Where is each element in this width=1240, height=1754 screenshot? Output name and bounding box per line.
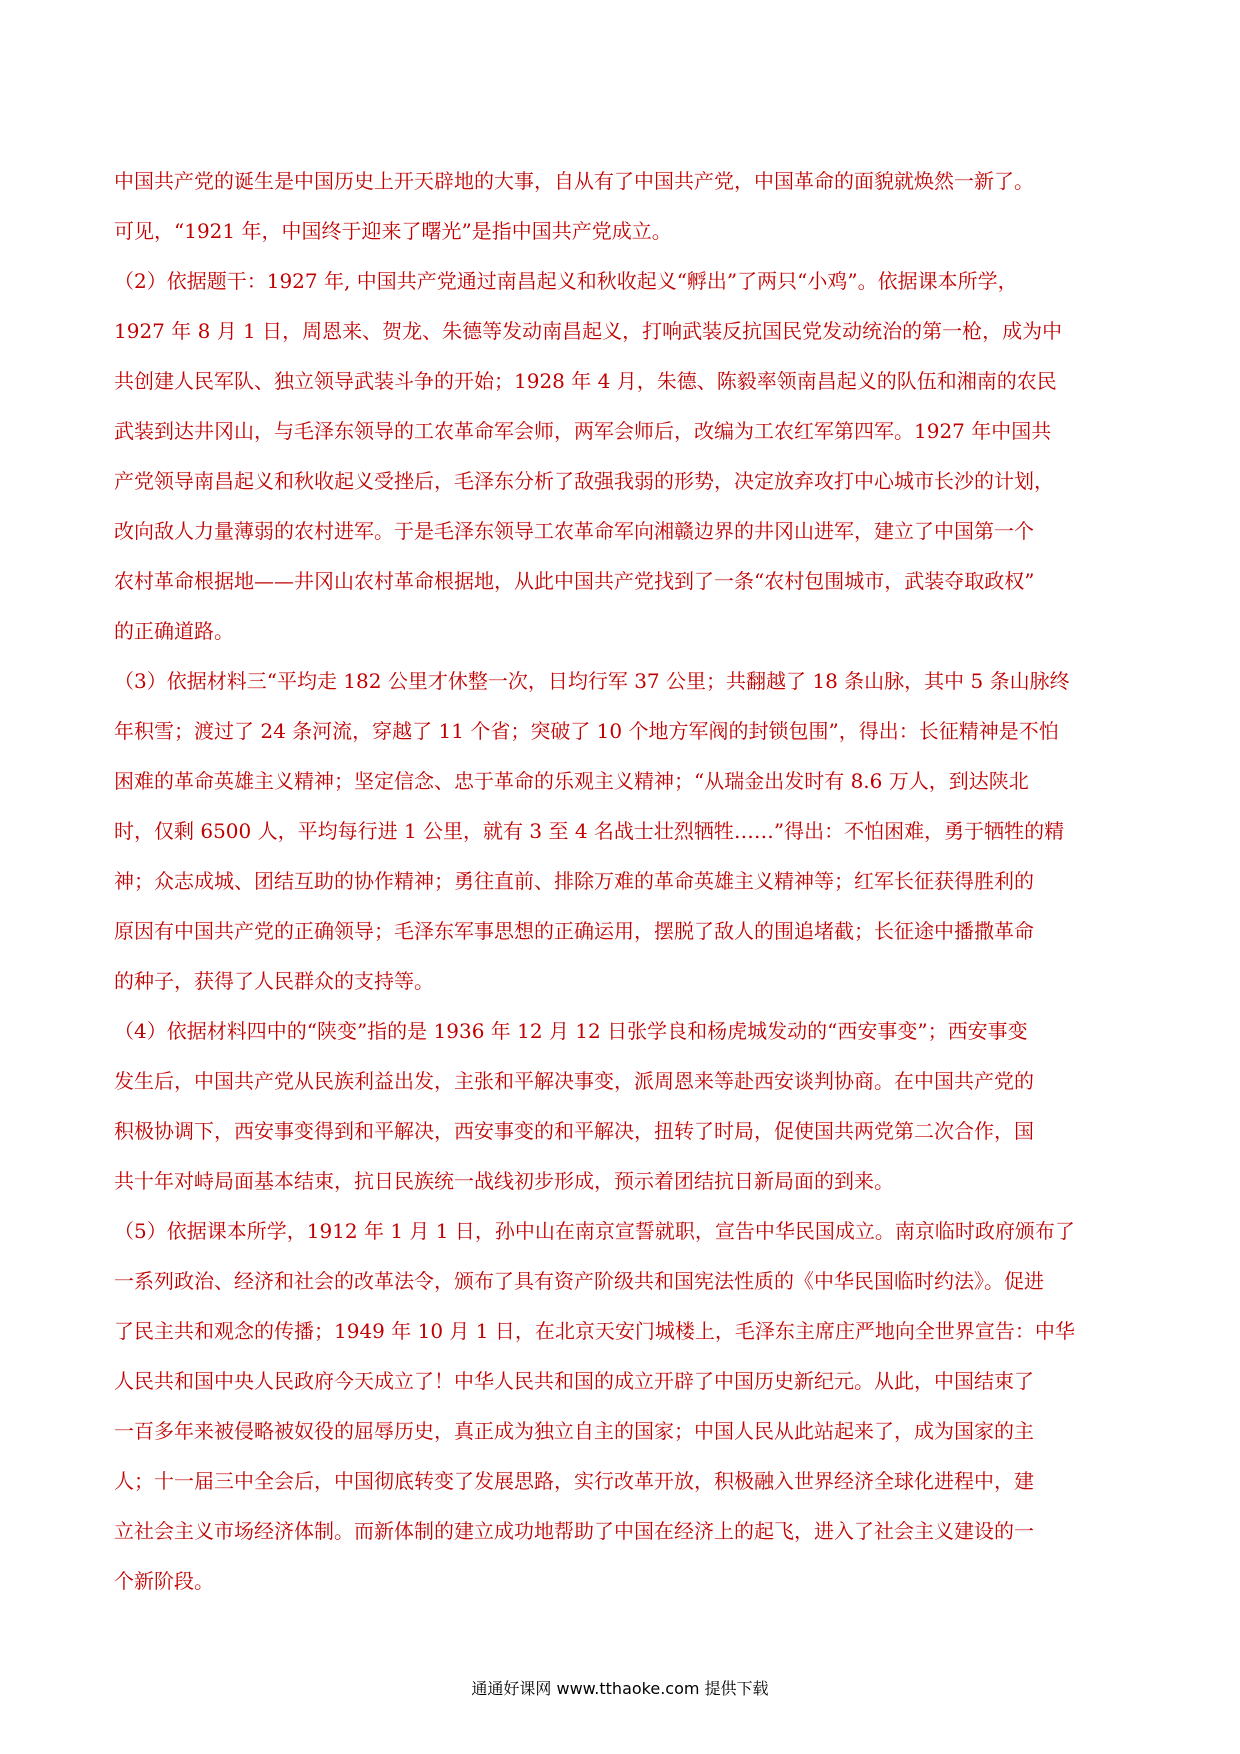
text-line: 共创建人民军队、独立领导武装斗争的开始；1928 年 4 月，朱德、陈毅率领南昌起义的队伍和湘南的农民 (114, 369, 1057, 393)
text-line: 困难的革命英雄主义精神；坚定信念、忠于革命的乐观主义精神；“从瑞金出发时有 8.6 万人，到达陕北 (114, 769, 1029, 793)
text-line: （3）依据材料三“平均走 182 公里才休整一次，日均行军 37 公里；共翻越了 18 条山脉，其中 5 条山脉终 (114, 669, 1070, 693)
page-footer: 通通好课网 www.tthaoke.com 提供下载 (471, 1679, 769, 1698)
text-line: 改向敌人力量薄弱的农村进军。于是毛泽东领导工农革命军向湘赣边界的井冈山进军，建立了中国第一个 (114, 519, 1034, 543)
text-line: 1927 年 8 月 1 日，周恩来、贺龙、朱德等发动南昌起义，打响武装反抗国民党发动统治的第一枪，成为中 (114, 319, 1063, 343)
text-line: 立社会主义市场经济体制。而新体制的建立成功地帮助了中国在经济上的起飞，进入了社会主义建设的一 (114, 1519, 1034, 1543)
text-line: 人；十一届三中全会后，中国彻底转变了发展思路，实行改革开放，积极融入世界经济全球化进程中，建 (114, 1469, 1034, 1493)
text-line: 人民共和国中央人民政府今天成立了！中华人民共和国的成立开辟了中国历史新纪元。从此，中国结束了 (114, 1369, 1034, 1393)
text-line: 年积雪；渡过了 24 条河流，穿越了 11 个省；突破了 10 个地方军阀的封锁包围”，得出：长征精神是不怕 (114, 719, 1059, 743)
text-line: 一百多年来被侵略被奴役的屈辱历史，真正成为独立自主的国家；中国人民从此站起来了，成为国家的主 (114, 1419, 1034, 1443)
text-line: （2）依据题干：1927 年, 中国共产党通过南昌起义和秋收起义“孵出”了两只“小鸡”。依据课本所学， (114, 269, 1018, 293)
text-line: 个新阶段。 (114, 1569, 214, 1593)
text-line: 可见，“1921 年，中国终于迎来了曙光”是指中国共产党成立。 (114, 219, 672, 243)
text-line: 神；众志成城、团结互助的协作精神；勇往直前、排除万难的革命英雄主义精神等；红军长征获得胜利的 (114, 869, 1034, 893)
text-line: 产党领导南昌起义和秋收起义受挫后，毛泽东分析了敌强我弱的形势，决定放弃攻打中心城市长沙的计划， (114, 469, 1054, 493)
text-line: 武装到达井冈山，与毛泽东领导的工农革命军会师，两军会师后，改编为工农红军第四军。1927 年中国共 (114, 419, 1052, 443)
text-line: 中国共产党的诞生是中国历史上开天辟地的大事，自从有了中国共产党，中国革命的面貌就焕然一新了。 (114, 169, 1034, 193)
text-line: 的种子，获得了人民群众的支持等。 (114, 969, 434, 993)
text-line: 一系列政治、经济和社会的改革法令，颁布了具有资产阶级共和国宪法性质的《中华民国临时约法》。促进 (114, 1269, 1044, 1293)
text-line: 共十年对峙局面基本结束，抗日民族统一战线初步形成，预示着团结抗日新局面的到来。 (114, 1169, 894, 1193)
text-line: 农村革命根据地——井冈山农村革命根据地，从此中国共产党找到了一条“农村包围城市，武装夺取政权” (114, 569, 1035, 593)
document-body (114, 156, 1134, 1606)
text-line: 的正确道路。 (114, 619, 234, 643)
text-line: （4）依据材料四中的“陕变”指的是 1936 年 12 月 12 日张学良和杨虎城发动的“西安事变”；西安事变 (114, 1019, 1028, 1043)
text-line: 发生后，中国共产党从民族利益出发，主张和平解决事变，派周恩来等赴西安谈判协商。在中国共产党的 (114, 1069, 1034, 1093)
text-line: （5）依据课本所学，1912 年 1 月 1 日，孙中山在南京宣誓就职，宣告中华民国成立。南京临时政府颁布了 (114, 1219, 1075, 1243)
text-line: 原因有中国共产党的正确领导；毛泽东军事思想的正确运用，摆脱了敌人的围追堵截；长征途中播撒革命 (114, 919, 1034, 943)
text-line: 时，仅剩 6500 人，平均每行进 1 公里，就有 3 至 4 名战士壮烈牺牲……”得出：不怕困难，勇于牺牲的精 (114, 819, 1065, 843)
text-line: 了民主共和观念的传播；1949 年 10 月 1 日，在北京天安门城楼上，毛泽东主席庄严地向全世界宣告：中华 (114, 1319, 1075, 1343)
text-line: 积极协调下，西安事变得到和平解决，西安事变的和平解决，扭转了时局，促使国共两党第二次合作，国 (114, 1119, 1034, 1143)
